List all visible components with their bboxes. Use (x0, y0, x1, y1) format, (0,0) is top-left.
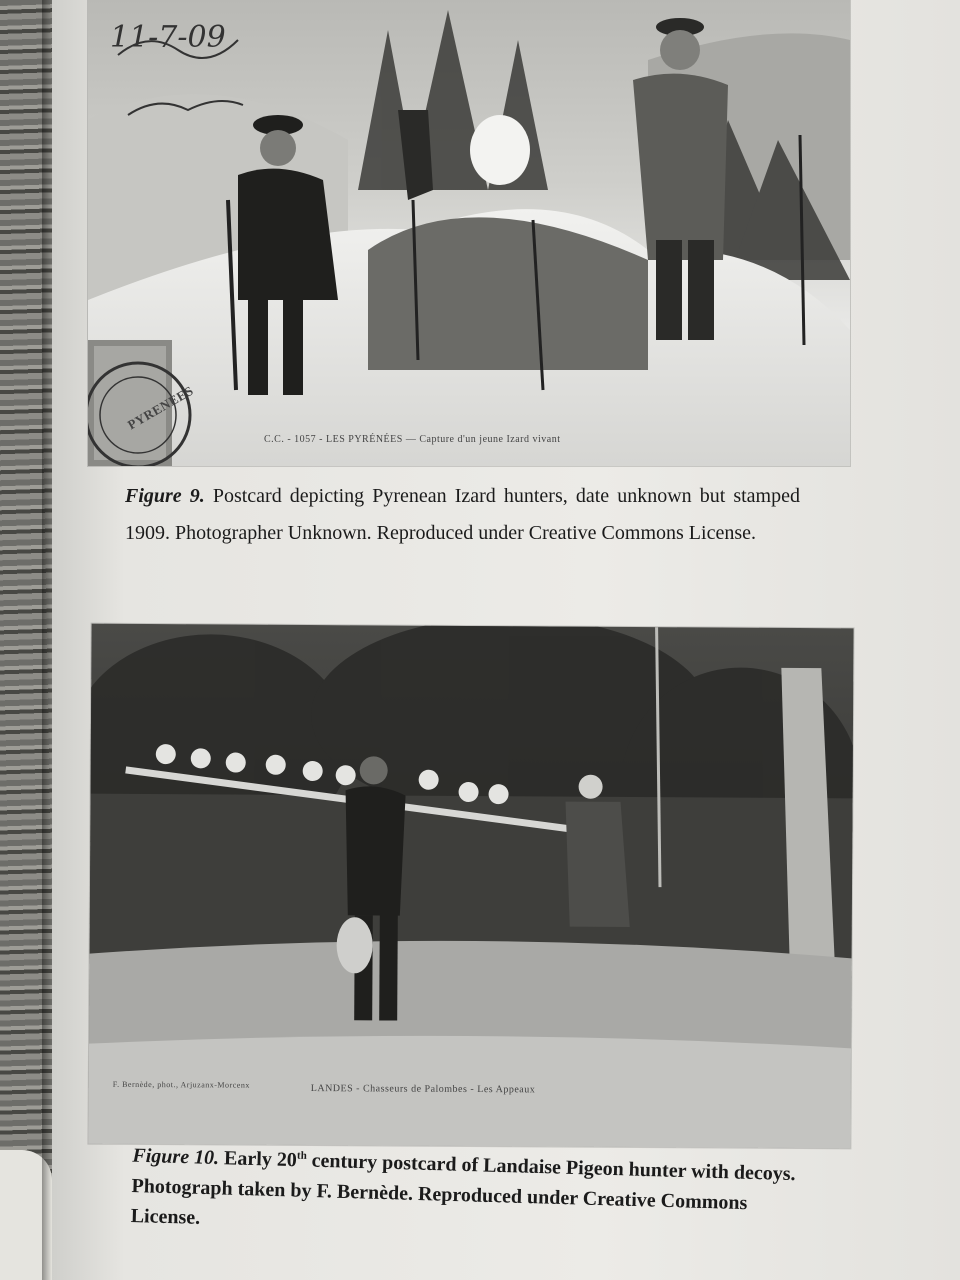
figure-10-caption-text-b: century postcard of Landaise Pigeon hunter with decoys. Photograph taken by F. Bernède. Reproduced under Creative Commons License. (130, 1149, 796, 1229)
facing-page-edge (0, 0, 52, 1280)
figure-9-postcard-caption: C.C. - 1057 - LES PYRÉNÉES — Capture d'un jeune Izard vivant (264, 434, 561, 445)
figure-10-illustration (88, 624, 853, 1149)
figure-9-illustration (88, 0, 850, 466)
figure-10-caption-text-a: Early 20 (218, 1147, 298, 1172)
figure-9-photo (88, 0, 850, 466)
figure-9-caption-text: Postcard depicting Pyrenean Izard hunters, date unknown but stamped 1909. Photographer Unknown. Reproduced under Creative Commons License. (125, 485, 800, 544)
figure-10-postcard-caption: LANDES - Chasseurs de Palombes - Les Appeaux (310, 1083, 536, 1096)
figure-9-label: Figure 9. (125, 485, 205, 507)
facing-page-corner (0, 1150, 52, 1280)
handwritten-date: 11-7-09 (110, 20, 226, 55)
stamp-postmark-text: PYRENEES (124, 382, 196, 433)
figure-10-photographer-credit: F. Bernède, phot., Arjuzanx-Morcenx (112, 1079, 250, 1090)
figure-10-caption-superscript: th (296, 1149, 307, 1162)
figure-10-label: Figure 10. (132, 1144, 220, 1170)
figure-10-caption (130, 1136, 822, 1250)
figure-10-photo (88, 624, 853, 1149)
figure-9-caption (125, 478, 800, 552)
